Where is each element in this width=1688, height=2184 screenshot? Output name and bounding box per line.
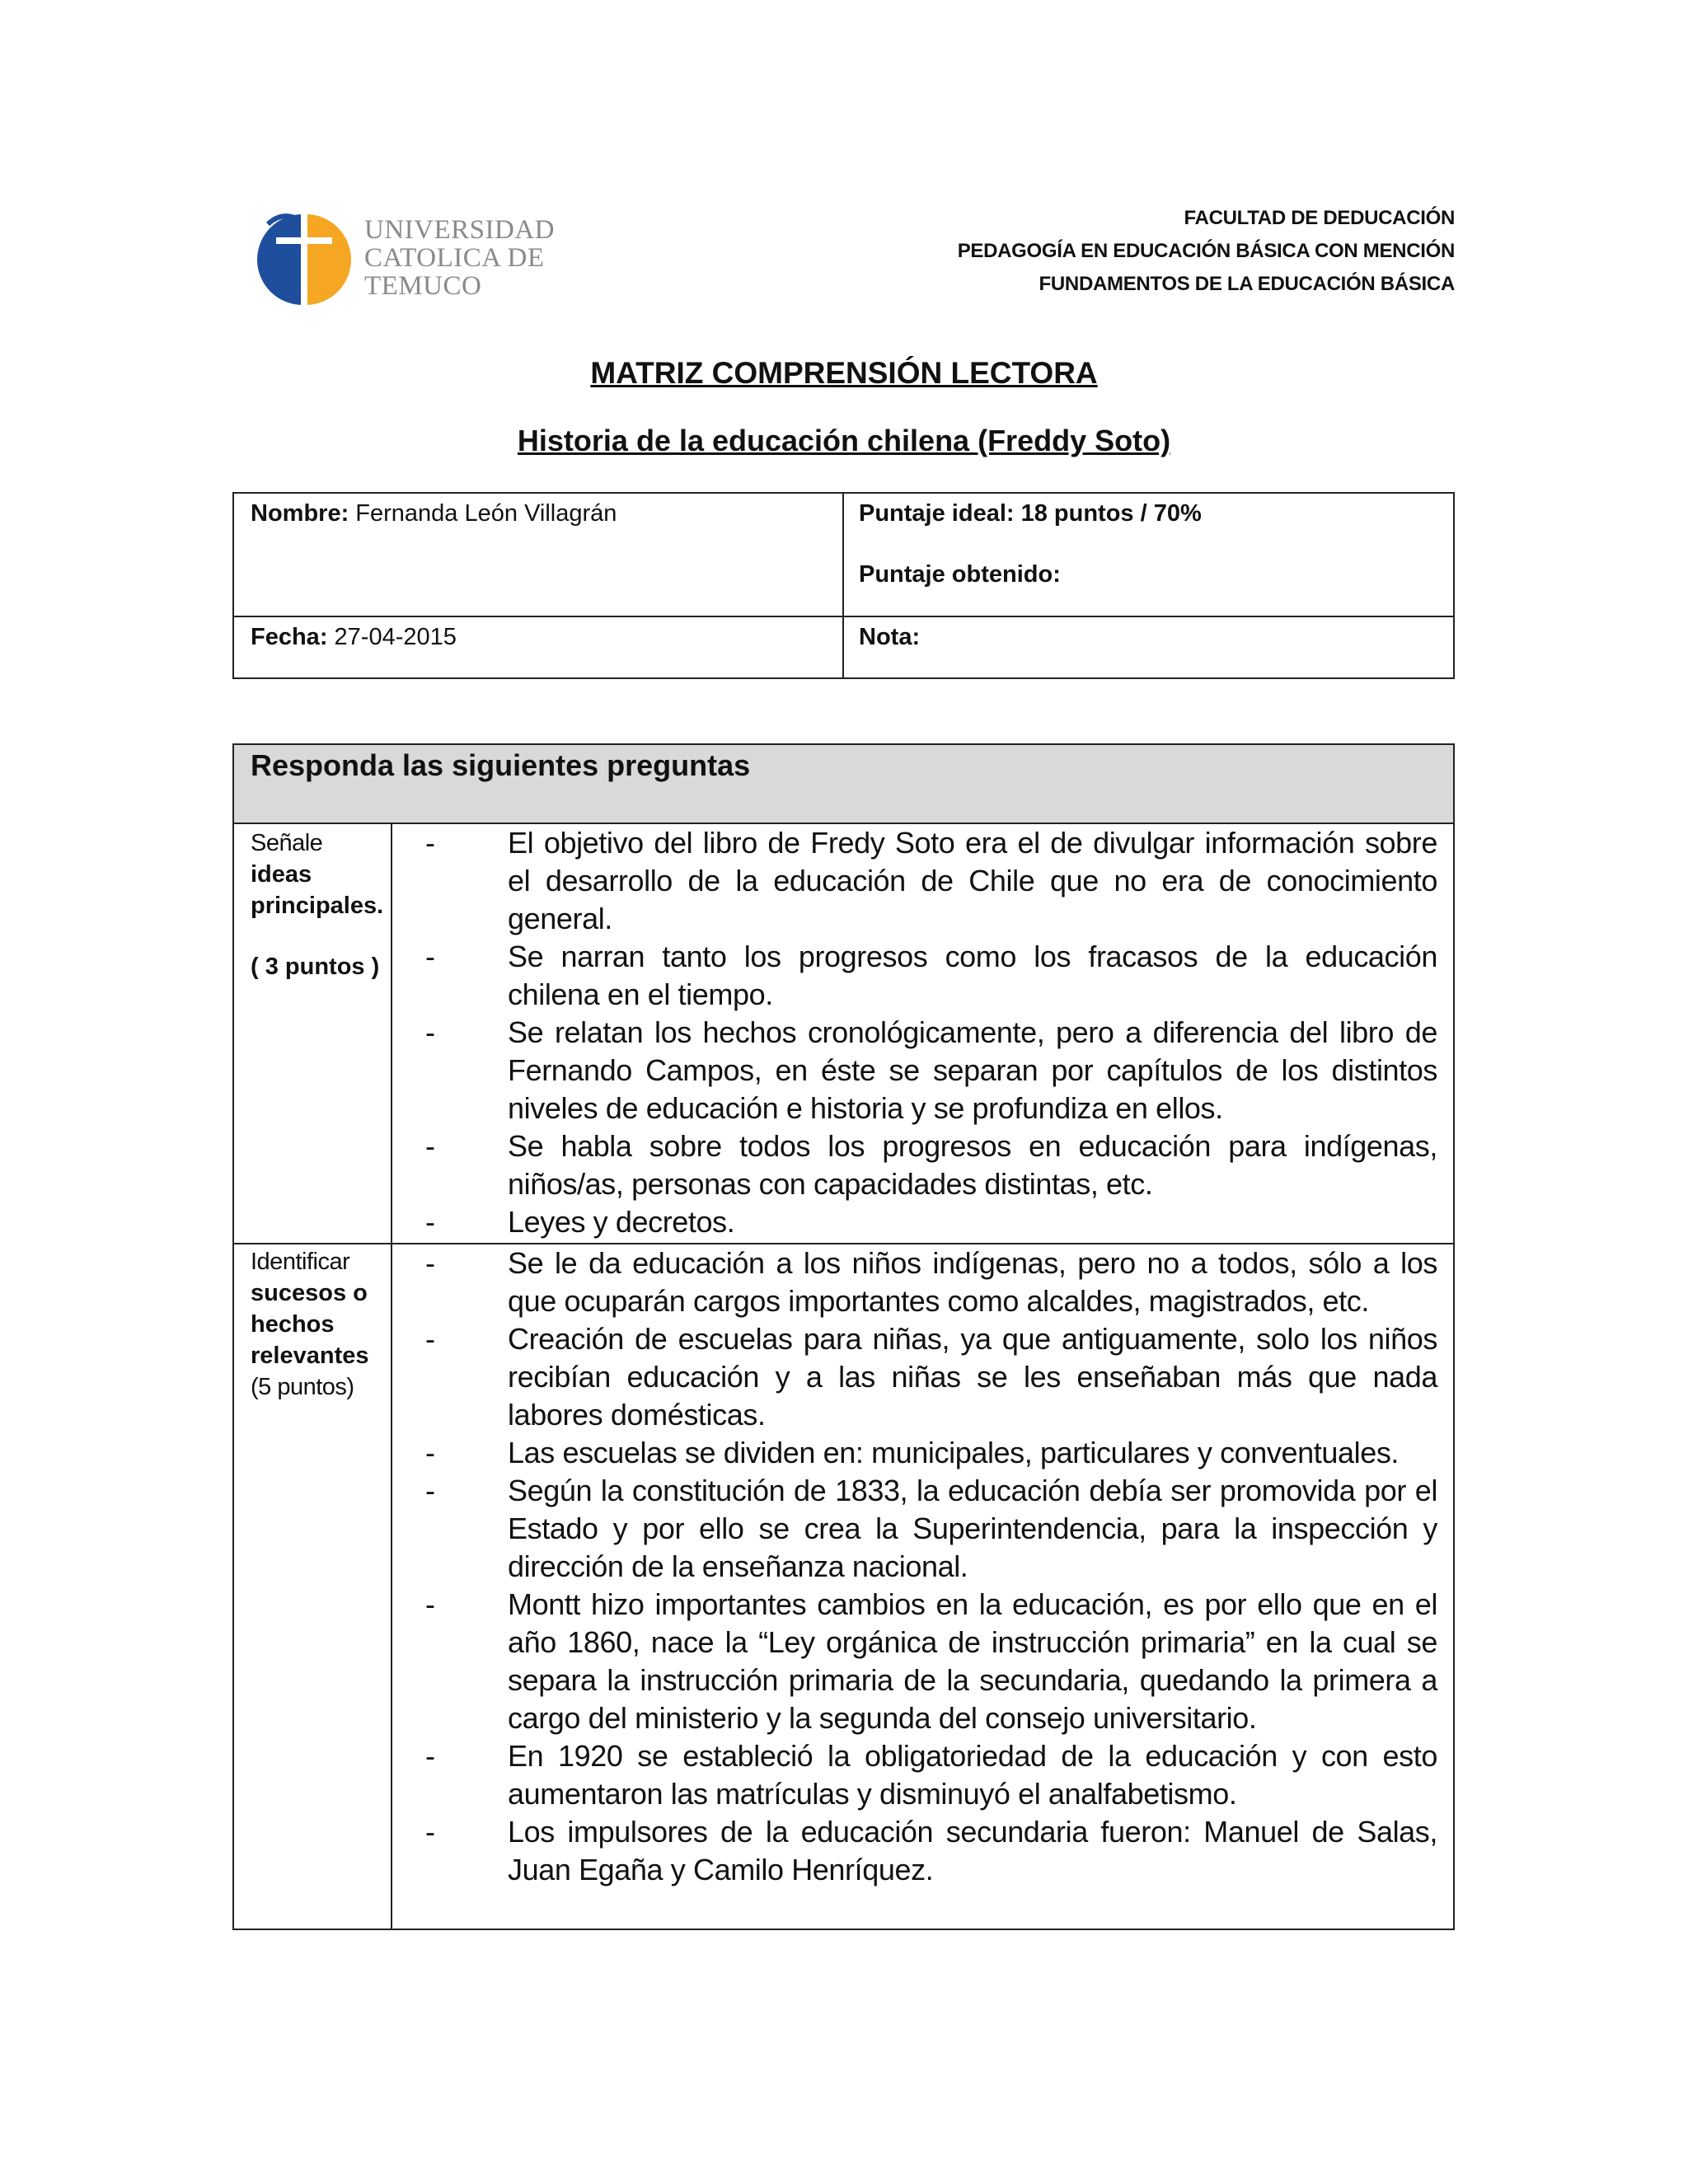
name-cell: Nombre: Fernanda León Villagrán (251, 500, 617, 527)
relevant-events-list (425, 1244, 1437, 1889)
list-item: - Las escuelas se dividen en: municipales, particulares y conventuales. (425, 1434, 1437, 1472)
list-item: - Montt hizo importantes cambios en la educación, es por ello que en el año 1860, nace la “Ley orgánica de instrucción primaria” en la cual se separa la instrucción primaria de la secundaria, quedando la primera a cargo del ministerio y la segunda del consejo universitario. (425, 1586, 1437, 1737)
page-subtitle: Historia de la educación chilena (Freddy Soto) (517, 424, 1171, 457)
grade-cell: Nota: (859, 624, 921, 650)
main-ideas-list (425, 824, 1437, 1241)
university-emblem-icon (251, 206, 354, 309)
list-item: - En 1920 se estableció la obligatoriedad de la educación y con esto aumentaron las matrículas y disminuyó el analfabetismo. (425, 1737, 1437, 1813)
list-item: - El objetivo del libro de Fredy Soto era el de divulgar información sobre el desarrollo de la educación de Chile que no era de conocimiento general. (425, 824, 1437, 938)
logo-text: UNIVERSIDAD CATOLICA DE TEMUCO (364, 215, 555, 301)
questions-header: Responda las siguientes preguntas (234, 745, 1453, 824)
page-title: MATRIZ COMPRENSIÓN LECTORA (590, 356, 1098, 390)
list-item: - Leyes y decretos. (425, 1203, 1437, 1241)
faculty-line: FACULTAD DE DEDUCACIÓN (1184, 207, 1455, 229)
list-item: - Según la constitución de 1833, la educación debía ser promovida por el Estado y por ello se crea la Superintendencia, para la inspección y dirección de la enseñanza nacional. (425, 1472, 1437, 1586)
ideal-score-cell: Puntaje ideal: 18 puntos / 70% (859, 500, 1202, 527)
main-ideas-label: Señale ideas principales. ( 3 puntos ) (251, 830, 384, 980)
student-info-table (232, 492, 1455, 679)
faculty-header (958, 202, 1455, 301)
list-item: - Se relatan los hechos cronológicamente, pero a diferencia del libro de Fernando Campos, en éste se separan por capítulos de los distintos niveles de educación e historia y se profundiza en ellos. (425, 1014, 1437, 1127)
list-item: - Se narran tanto los progresos como los fracasos de la educación chilena en el tiempo. (425, 938, 1437, 1014)
questions-table (232, 743, 1455, 1930)
course-line: FUNDAMENTOS DE LA EDUCACIÓN BÁSICA (1039, 273, 1455, 295)
university-logo (251, 206, 565, 313)
list-item: - Se le da educación a los niños indígenas, pero no a todos, sólo a los que ocuparán cargos importantes como alcaldes, magistrados, etc. (425, 1244, 1437, 1320)
date-cell: Fecha: 27-04-2015 (251, 624, 457, 650)
obtained-score-cell: Puntaje obtenido: (859, 561, 1061, 588)
list-item: - Creación de escuelas para niñas, ya que antiguamente, solo los niños recibían educación y a las niñas se les enseñaban más que nada labores domésticas. (425, 1320, 1437, 1434)
list-item: - Se habla sobre todos los progresos en educación para indígenas, niños/as, personas con capacidades distintas, etc. (425, 1127, 1437, 1203)
relevant-events-label: Identificar sucesos o hechos relevantes (5 puntos) (251, 1249, 369, 1400)
list-item: - Los impulsores de la educación secundaria fueron: Manuel de Salas, Juan Egaña y Camilo Henríquez. (425, 1813, 1437, 1889)
program-line: PEDAGOGÍA EN EDUCACIÓN BÁSICA CON MENCIÓN (957, 240, 1455, 262)
